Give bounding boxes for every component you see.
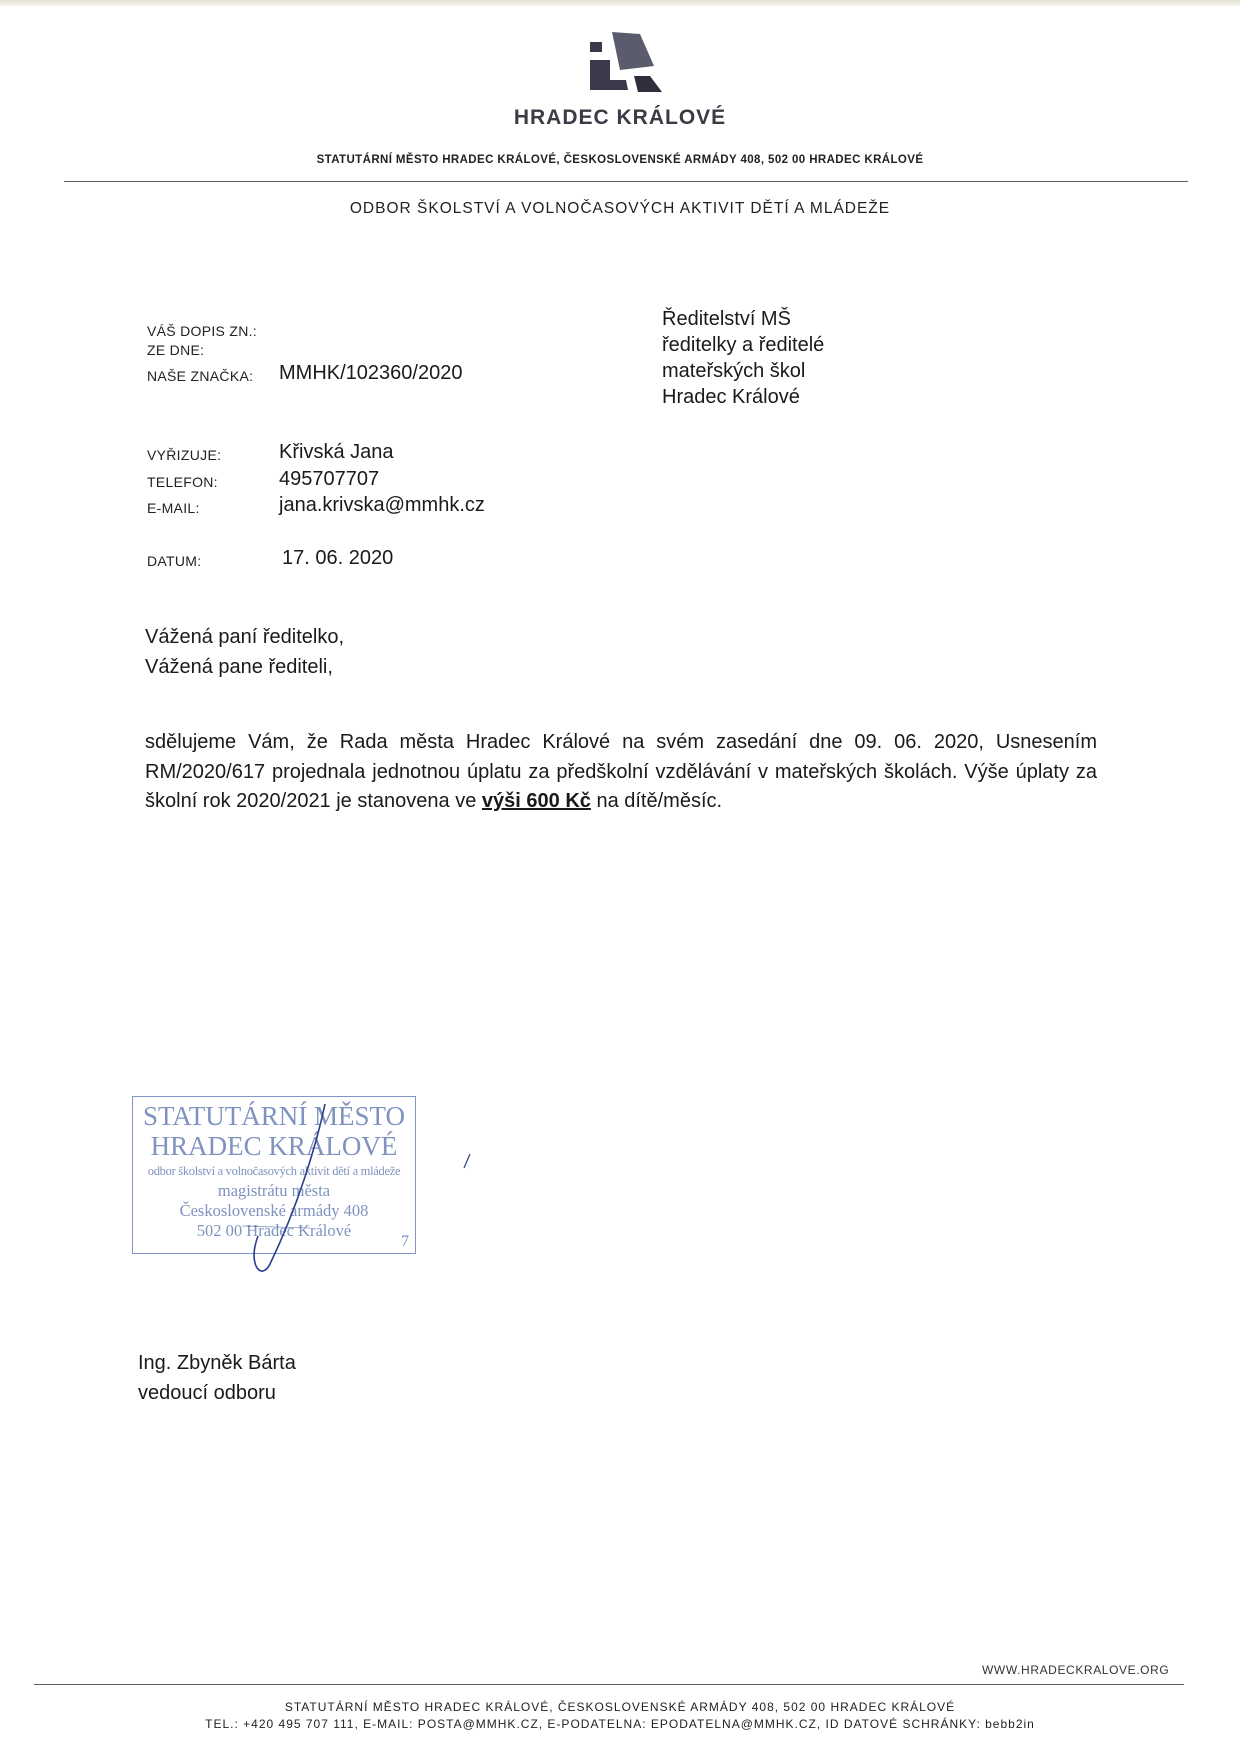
header-divider	[64, 181, 1188, 182]
stamp-line: Československé armády 408	[179, 1201, 369, 1220]
date-value: 17. 06. 2020	[282, 547, 394, 569]
phone-label: TELEFON:	[147, 474, 218, 490]
email-value: jana.krivska@mmhk.cz	[279, 494, 485, 516]
department-name: ODBOR ŠKOLSTVÍ A VOLNOČASOVÝCH AKTIVIT DĚTÍ A MLÁDEŽE	[349, 200, 891, 217]
handled-by-label: VYŘIZUJE:	[147, 447, 222, 463]
signature-mark	[120, 1096, 480, 1316]
letter-body	[145, 728, 1097, 817]
stamp-line: odbor školství a volnočasových aktivit dětí a mládeže	[147, 1164, 401, 1178]
signer-block	[138, 1348, 296, 1408]
stamp-number: 7	[401, 1233, 409, 1250]
addressee-line: Ředitelství MŠ	[662, 308, 791, 330]
email-label: E-MAIL:	[147, 500, 200, 516]
our-reference-value: MMHK/102360/2020	[279, 362, 463, 384]
handled-by-value: Křivská Jana	[279, 441, 394, 463]
header-address: STATUTÁRNÍ MĚSTO HRADEC KRÁLOVÉ, ČESKOSLOVENSKÉ ARMÁDY 408, 502 00 HRADEC KRÁLOVÉ	[316, 154, 924, 166]
footer-address: STATUTÁRNÍ MĚSTO HRADEC KRÁLOVÉ, ČESKOSLOVENSKÉ ARMÁDY 408, 502 00 HRADEC KRÁLOVÉ	[284, 1700, 956, 1714]
your-letter-label: VÁŠ DOPIS ZN.:	[147, 323, 257, 339]
salutation	[145, 622, 344, 682]
footer-contact: TEL.: +420 495 707 111, E-MAIL: POSTA@MMHK.CZ, E-PODATELNA: EPODATELNA@MMHK.CZ, ID DATOVÉ SCHRÁNKY: bebb2in	[205, 1717, 1035, 1731]
signer-title: vedoucí odboru	[138, 1382, 276, 1404]
body-text: sdělujeme Vám, že Rada města Hradec Králové na svém zasedání dne 09. 06. 2020, Usnesením RM/2020/617 projednala jednotnou úplatu za předškolní vzdělávání v mateřských školách. Výše úplaty za školní rok 2020/2021 je stanovena ve	[145, 731, 1097, 812]
dated-label: ZE DNE:	[147, 342, 205, 358]
city-name: HRADEC KRÁLOVÉ	[513, 106, 727, 129]
city-logo-icon	[590, 32, 668, 94]
stamp-line: 502 00 Hradec Králové	[196, 1221, 352, 1240]
salutation-line: Vážená pane řediteli,	[145, 656, 333, 678]
website-link[interactable]: WWW.HRADECKRALOVE.ORG	[982, 1663, 1170, 1677]
addressee-line: ředitelky a ředitelé	[662, 334, 825, 356]
salutation-line: Vážená paní ředitelko,	[145, 626, 345, 648]
stamp-line: STATUTÁRNÍ MĚSTO	[142, 1101, 406, 1131]
addressee-line: Hradec Králové	[662, 386, 800, 408]
addressee-block	[662, 306, 824, 410]
date-label: DATUM:	[147, 553, 202, 569]
our-reference-label: NAŠE ZNAČKA:	[147, 368, 254, 384]
body-text-end: na dítě/měsíc.	[590, 790, 723, 812]
signer-name: Ing. Zbyněk Bárta	[138, 1352, 296, 1374]
scan-edge	[0, 0, 1240, 6]
addressee-line: mateřských škol	[662, 360, 806, 382]
footer-divider	[34, 1684, 1184, 1685]
fee-amount: výši 600 Kč	[481, 790, 591, 812]
stamp-line: HRADEC KRÁLOVÉ	[150, 1131, 398, 1161]
phone-value: 495707707	[279, 468, 380, 490]
stamp-line: magistrátu města	[217, 1181, 331, 1200]
